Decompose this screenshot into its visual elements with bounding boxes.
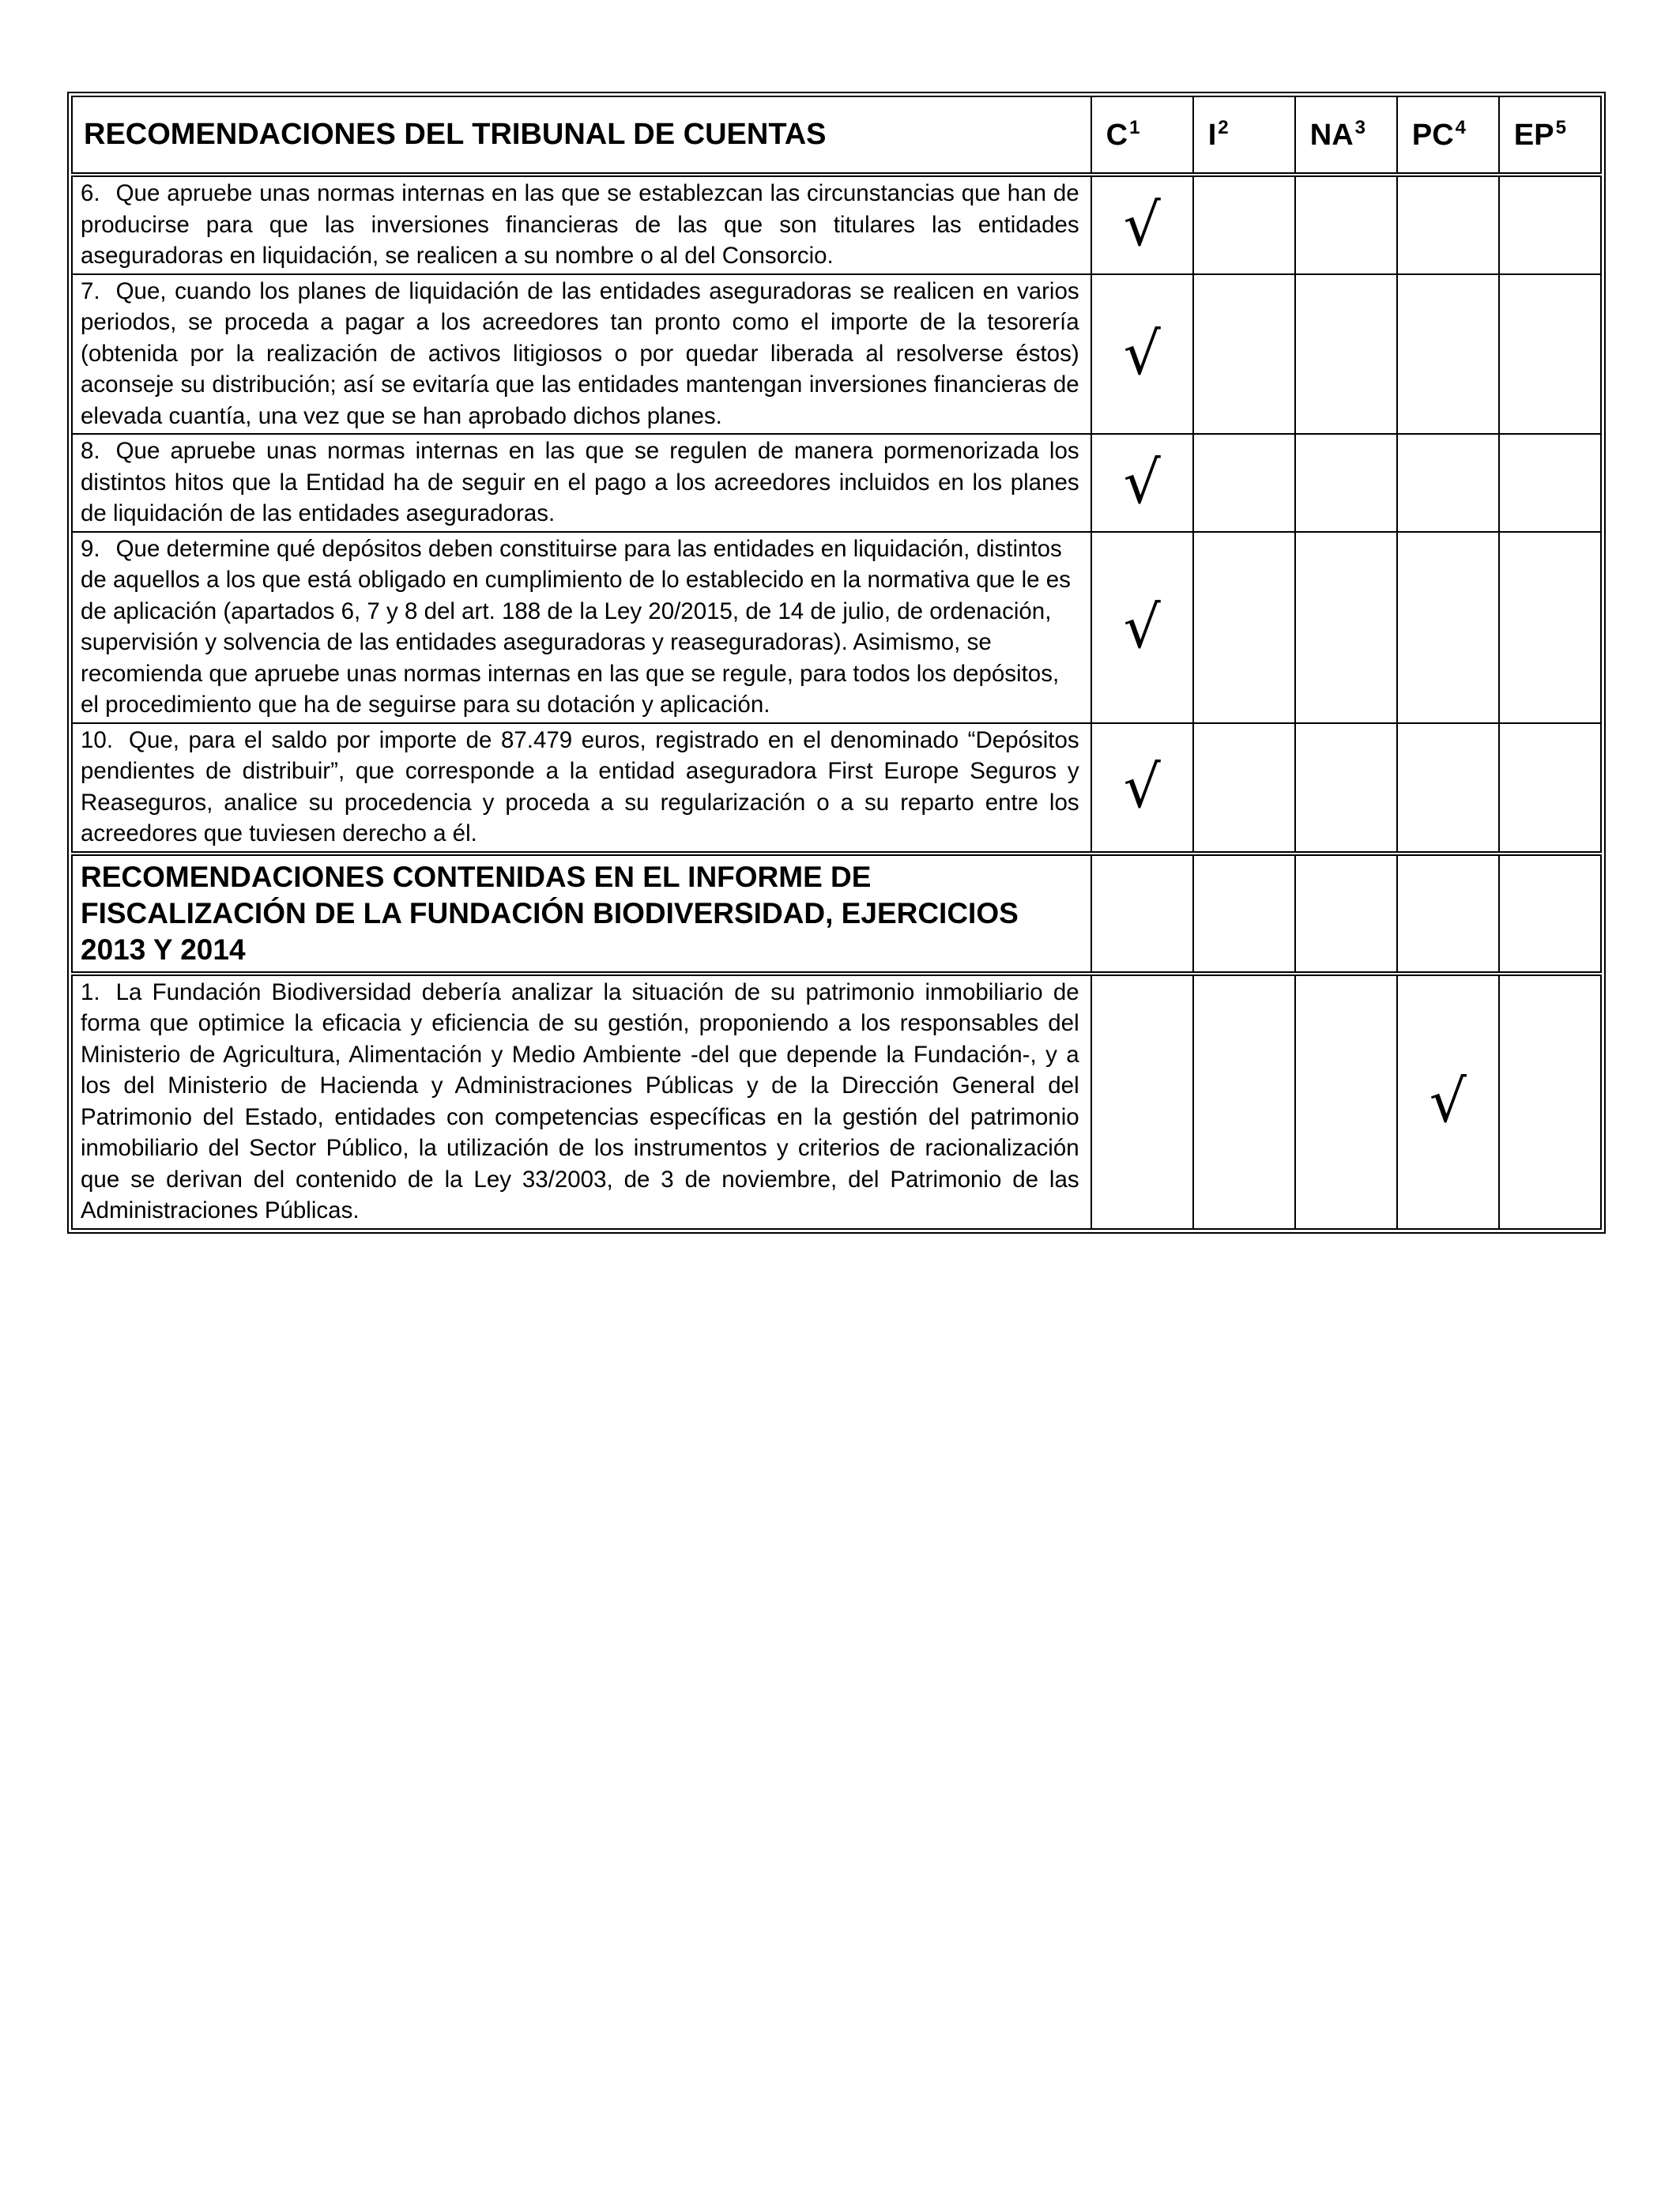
empty-cell [1397,274,1499,435]
empty-cell [1295,434,1397,532]
check-mark-icon: √ [1091,175,1193,274]
empty-cell [1295,723,1397,854]
empty-cell [1295,274,1397,435]
check-mark-icon: √ [1091,274,1193,435]
table-row [72,274,1601,435]
empty-cell [1499,274,1601,435]
recommendation-text: 9. Que determine qué depósitos deben constituirse para las entidades en liquidación, distintos de aquellos a los que está obligado en cumplimiento de lo establecido en la normativa que le es de aplicación (apartados 6, 7 y 8 del art. 188 de la Ley 20/2015, de 14 de julio, de ordenación, supervisión y solvencia de las entidades aseguradoras y reaseguradoras). Asimismo, se recomienda que apruebe unas normas internas en las que se regule, para todos los depósitos, el procedimiento que ha de seguirse para su dotación y aplicación. [72,532,1091,723]
empty-cell [1295,854,1397,974]
recommendations-table [71,96,1602,1230]
recommendation-text: 10. Que, para el saldo por importe de 87.479 euros, registrado en el denominado “Depósitos pendientes de distribuir”, que corresponde a la entidad aseguradora First Europe Seguros y Reaseguros, analice su procedencia y proceda a su regularización o a su reparto entre los acreedores que tuviesen derecho a él. [72,723,1091,854]
empty-cell [1091,974,1193,1229]
empty-cell [1397,175,1499,274]
empty-cell [1193,175,1295,274]
empty-cell [1091,854,1193,974]
check-mark-icon: √ [1091,434,1193,532]
recommendation-text: 7. Que, cuando los planes de liquidación de las entidades aseguradoras se realicen en varios periodos, se proceda a pagar a los acreedores tan pronto como el importe de la tesorería (obtenida por la realización de activos litigiosos o por quedar liberada al resolverse éstos) aconseje su distribución; así se evitaría que las entidades mantengan inversiones financieras de elevada cuantía, una vez que se han aprobado dichos planes. [72,274,1091,435]
empty-cell [1499,723,1601,854]
empty-cell [1193,974,1295,1229]
column-header-na: $NA^3$ [1295,96,1397,175]
empty-cell [1295,974,1397,1229]
recommendation-text: 8. Que apruebe unas normas internas en las que se regulen de manera pormenorizada los distintos hitos que la Entidad ha de seguir en el pago a los acreedores incluidos en los planes de liquidación de las entidades aseguradoras. [72,434,1091,532]
empty-cell [1499,854,1601,974]
empty-cell [1397,434,1499,532]
empty-cell [1295,532,1397,723]
empty-cell [1397,723,1499,854]
check-mark-icon: √ [1091,723,1193,854]
table-row [72,434,1601,532]
empty-cell [1499,175,1601,274]
empty-cell [1397,532,1499,723]
empty-cell [1499,532,1601,723]
column-header-ep: $EP^5$ [1499,96,1601,175]
column-header-pc: $PC^4$ [1397,96,1499,175]
empty-cell [1193,532,1295,723]
empty-cell [1397,854,1499,974]
table-row [72,175,1601,274]
empty-cell [1193,723,1295,854]
empty-cell [1193,434,1295,532]
table-row [72,532,1601,723]
check-mark-icon: √ [1091,532,1193,723]
table-row [72,974,1601,1229]
check-mark-icon: √ [1397,974,1499,1229]
column-header-c: $C^1$ [1091,96,1193,175]
empty-cell [1193,274,1295,435]
recommendation-text: 1. La Fundación Biodiversidad debería analizar la situación de su patrimonio inmobiliario de forma que optimice la eficacia y eficiencia de su gestión, proponiendo a los responsables del Ministerio de Agricultura, Alimentación y Medio Ambiente -del que depende la Fundación-, y a los del Ministerio de Hacienda y Administraciones Públicas y de la Dirección General del Patrimonio del Estado, entidades con competencias específicas en la gestión del patrimonio inmobiliario del Sector Público, la utilización de los instrumentos y criterios de racionalización que se derivan del contenido de la Ley 33/2003, de 3 de noviembre, del Patrimonio de las Administraciones Públicas. [72,974,1091,1229]
empty-cell [1499,434,1601,532]
empty-cell [1295,175,1397,274]
table-header-row [72,96,1601,175]
recommendation-text: 6. Que apruebe unas normas internas en las que se establezcan las circunstancias que han de producirse para que las inversiones financieras de las que son titulares las entidades aseguradoras en liquidación, se realicen a su nombre o al del Consorcio. [72,175,1091,274]
table-row [72,723,1601,854]
column-header-i: $I^2$ [1193,96,1295,175]
section-title: RECOMENDACIONES CONTENIDAS EN EL INFORME DE FISCALIZACIÓN DE LA FUNDACIÓN BIODIVERSIDAD, EJERCICIOS 2013 Y 2014 [72,854,1091,974]
section-header-row [72,854,1601,974]
recommendations-table-frame [67,92,1606,1234]
table-title: RECOMENDACIONES DEL TRIBUNAL DE CUENTAS [72,96,1091,175]
empty-cell [1499,974,1601,1229]
empty-cell [1193,854,1295,974]
